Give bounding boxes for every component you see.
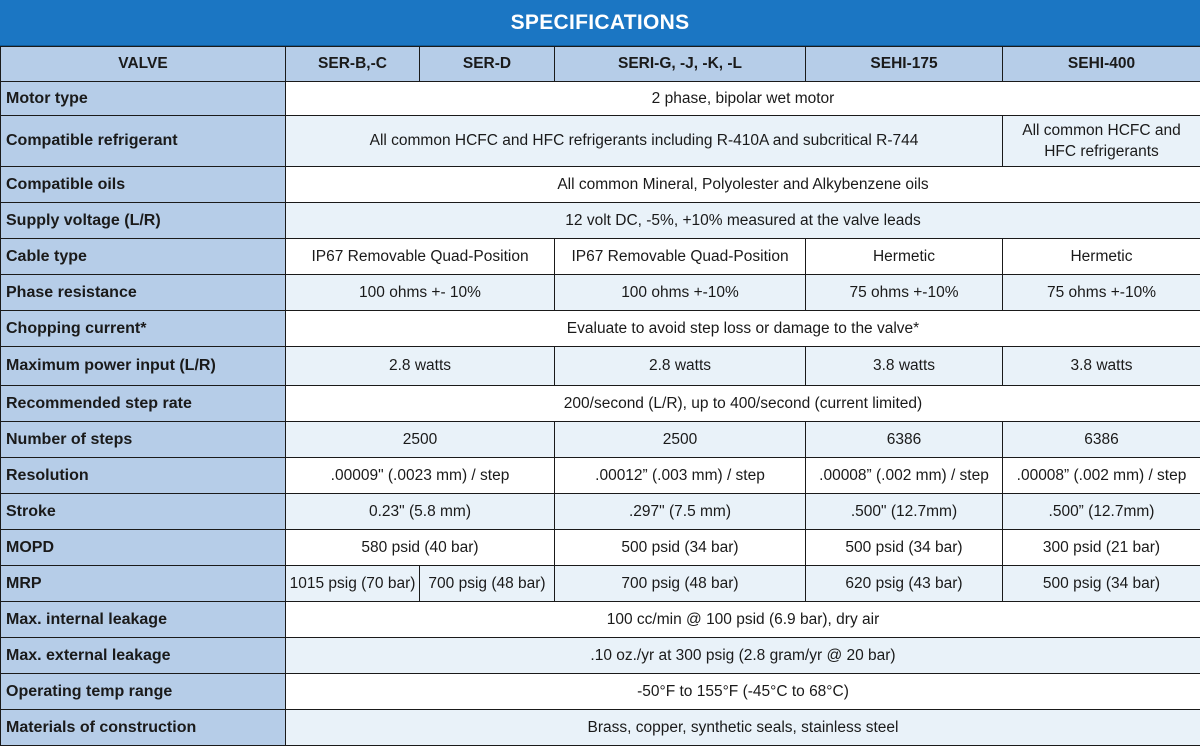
table-cell: 500 psid (34 bar) xyxy=(555,530,806,566)
table-row xyxy=(1,530,1200,566)
row-label: Stroke xyxy=(1,494,286,530)
table-cell: .00012” (.003 mm) / step xyxy=(555,458,806,494)
row-label: Phase resistance xyxy=(1,275,286,311)
table-cell: 2500 xyxy=(286,422,555,458)
page-title: SPECIFICATIONS xyxy=(0,0,1200,46)
table-cell: Brass, copper, synthetic seals, stainless steel xyxy=(286,710,1200,746)
table-cell: 6386 xyxy=(1003,422,1200,458)
table-cell: 6386 xyxy=(806,422,1003,458)
table-cell: 2.8 watts xyxy=(286,347,555,386)
table-cell: .500" (12.7mm) xyxy=(806,494,1003,530)
table-row xyxy=(1,311,1200,347)
col-header-ser-d: SER-D xyxy=(420,47,555,82)
table-cell: -50°F to 155°F (-45°C to 68°C) xyxy=(286,674,1200,710)
table-cell: 100 cc/min @ 100 psid (6.9 bar), dry air xyxy=(286,602,1200,638)
table-cell: IP67 Removable Quad-Position xyxy=(286,239,555,275)
table-row xyxy=(1,167,1200,203)
table-cell: 75 ohms +-10% xyxy=(1003,275,1200,311)
row-label: Operating temp range xyxy=(1,674,286,710)
row-label: Max. internal leakage xyxy=(1,602,286,638)
row-label: Compatible oils xyxy=(1,167,286,203)
row-label: Materials of construction xyxy=(1,710,286,746)
table-row xyxy=(1,275,1200,311)
table-row xyxy=(1,82,1200,116)
table-row xyxy=(1,710,1200,746)
table-row xyxy=(1,386,1200,422)
row-label: Number of steps xyxy=(1,422,286,458)
table-cell: 2 phase, bipolar wet motor xyxy=(286,82,1200,116)
table-row xyxy=(1,116,1200,167)
row-label: MOPD xyxy=(1,530,286,566)
table-cell: 12 volt DC, -5%, +10% measured at the valve leads xyxy=(286,203,1200,239)
spec-table xyxy=(0,46,1200,746)
table-row xyxy=(1,203,1200,239)
table-cell: 700 psig (48 bar) xyxy=(555,566,806,602)
col-header-sehi-400: SEHI-400 xyxy=(1003,47,1200,82)
table-cell: 2500 xyxy=(555,422,806,458)
table-row xyxy=(1,347,1200,386)
table-cell: 700 psig (48 bar) xyxy=(420,566,555,602)
table-row xyxy=(1,422,1200,458)
table-cell: .297" (7.5 mm) xyxy=(555,494,806,530)
table-cell: 3.8 watts xyxy=(1003,347,1200,386)
table-cell: Hermetic xyxy=(1003,239,1200,275)
col-header-ser-bc: SER-B,-C xyxy=(286,47,420,82)
table-cell: 300 psid (21 bar) xyxy=(1003,530,1200,566)
table-row xyxy=(1,494,1200,530)
table-cell: 580 psid (40 bar) xyxy=(286,530,555,566)
table-cell: 0.23" (5.8 mm) xyxy=(286,494,555,530)
table-cell: 3.8 watts xyxy=(806,347,1003,386)
header-row xyxy=(1,47,1200,82)
table-cell: .00008” (.002 mm) / step xyxy=(1003,458,1200,494)
row-label: MRP xyxy=(1,566,286,602)
row-label: Supply voltage (L/R) xyxy=(1,203,286,239)
row-label: Chopping current* xyxy=(1,311,286,347)
table-row xyxy=(1,239,1200,275)
table-cell: 100 ohms +-10% xyxy=(555,275,806,311)
col-header-valve: VALVE xyxy=(1,47,286,82)
table-cell: .10 oz./yr at 300 psig (2.8 gram/yr @ 20 bar) xyxy=(286,638,1200,674)
row-label: Motor type xyxy=(1,82,286,116)
row-label: Resolution xyxy=(1,458,286,494)
table-cell: All common HCFC and HFC refrigerants including R-410A and subcritical R-744 xyxy=(286,116,1003,167)
row-label: Max. external leakage xyxy=(1,638,286,674)
table-cell: 1015 psig (70 bar) xyxy=(286,566,420,602)
table-cell: 100 ohms +- 10% xyxy=(286,275,555,311)
table-cell: All common HCFC and HFC refrigerants xyxy=(1003,116,1200,167)
row-label: Compatible refrigerant xyxy=(1,116,286,167)
table-row xyxy=(1,458,1200,494)
table-row xyxy=(1,638,1200,674)
table-row xyxy=(1,602,1200,638)
col-header-seri: SERI-G, -J, -K, -L xyxy=(555,47,806,82)
row-label: Recommended step rate xyxy=(1,386,286,422)
row-label: Cable type xyxy=(1,239,286,275)
table-row xyxy=(1,674,1200,710)
table-cell: Evaluate to avoid step loss or damage to the valve* xyxy=(286,311,1200,347)
table-cell: 75 ohms +-10% xyxy=(806,275,1003,311)
table-cell: 200/second (L/R), up to 400/second (current limited) xyxy=(286,386,1200,422)
table-cell: .500” (12.7mm) xyxy=(1003,494,1200,530)
row-label: Maximum power input (L/R) xyxy=(1,347,286,386)
table-cell: .00008” (.002 mm) / step xyxy=(806,458,1003,494)
table-cell: .00009" (.0023 mm) / step xyxy=(286,458,555,494)
table-cell: Hermetic xyxy=(806,239,1003,275)
table-cell: IP67 Removable Quad-Position xyxy=(555,239,806,275)
table-cell: 500 psid (34 bar) xyxy=(806,530,1003,566)
col-header-sehi-175: SEHI-175 xyxy=(806,47,1003,82)
table-cell: 620 psig (43 bar) xyxy=(806,566,1003,602)
table-cell: 500 psig (34 bar) xyxy=(1003,566,1200,602)
table-cell: All common Mineral, Polyolester and Alkybenzene oils xyxy=(286,167,1200,203)
table-row xyxy=(1,566,1200,602)
table-cell: 2.8 watts xyxy=(555,347,806,386)
